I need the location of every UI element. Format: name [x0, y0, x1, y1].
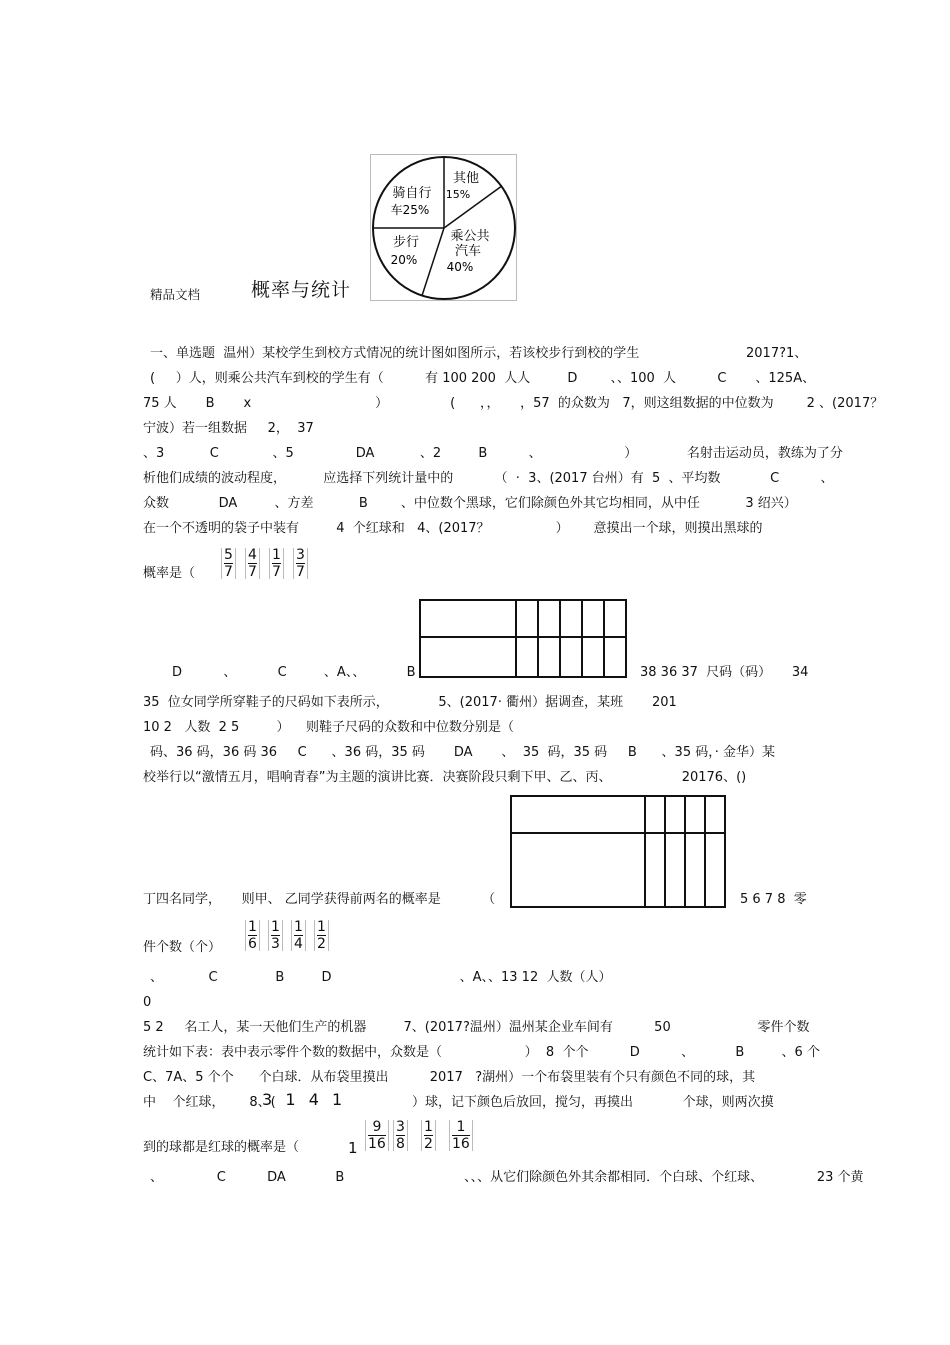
line-17: 、 C B D 、A、、13 12 人数（人） — [150, 970, 612, 985]
fraction — [421, 1120, 436, 1151]
line-23: 到的球都是红球的概率是（ — [143, 1140, 300, 1155]
fraction-numerator: 1 — [248, 919, 257, 935]
fraction-denominator: 6 — [248, 936, 257, 952]
fraction-denominator: 2 — [317, 936, 326, 952]
pie-label-bus-2: 汽车 — [454, 244, 482, 259]
fraction — [449, 1120, 473, 1151]
line-1a: 一、单选题 温州）某校学生到校方式情况的统计图如图所示，若该校步行到校的学生 — [150, 346, 640, 361]
table-col-divider — [644, 795, 646, 908]
pie-label-bus-3: 40% — [446, 260, 474, 274]
fraction — [291, 920, 306, 951]
table-col-divider — [559, 599, 561, 678]
fraction-numerator: 1 — [456, 1119, 466, 1135]
fraction-denominator: 7 — [224, 564, 233, 580]
q8-stray-digit: 1 — [348, 1139, 358, 1157]
table-col-divider — [515, 599, 517, 678]
fraction-numerator: 9 — [372, 1119, 382, 1135]
table-col-divider — [704, 795, 706, 908]
line-18: 0 — [143, 995, 152, 1010]
table-col-divider — [684, 795, 686, 908]
table-row-divider — [419, 636, 627, 638]
line-10: D 、 C 、A、、 B — [172, 665, 416, 680]
line-8: 在一个不透明的袋子中装有 4 个红球和 4、(2017？ ） 意摸出一个球，则摸出黑球的 — [143, 521, 763, 536]
table-col-divider — [603, 599, 605, 678]
line-7: 众数 DA 、方差 B 、中位数个黑球，它们除颜色外其它均相同，从中任 3 绍兴） — [143, 496, 797, 511]
fraction-denominator: 3 — [271, 936, 280, 952]
fraction-numerator: 1 — [424, 1119, 433, 1135]
line-19: 5 2 名工人，某一天他们生产的机器 7、(2017?温州）温州某企业车间有 50 零件个数 — [143, 1020, 810, 1035]
line-1b: 2017?1、 — [746, 346, 808, 361]
page-title: 概率与统计 — [251, 279, 352, 301]
fraction — [314, 920, 329, 951]
table-col-divider — [664, 795, 666, 908]
line-12: 10 2 人数 2 5 ） 则鞋子尺码的众数和中位数分别是（ — [143, 720, 515, 735]
pie-label-walk-1: 步行 — [392, 235, 420, 250]
fraction — [365, 1120, 389, 1151]
fraction — [245, 548, 260, 579]
line-3: 75 人 B x ） ( ，， ，57 的众数为 7，则这组数据的中位数为 2 、(2017？ — [143, 396, 884, 411]
fraction-numerator: 4 — [248, 547, 257, 563]
fraction-denominator: 4 — [294, 936, 303, 952]
fraction-numerator: 3 — [296, 547, 305, 563]
pie-label-other-1: 其他 — [452, 171, 480, 186]
line-22b: ）球，记下颜色后放回，搅匀，再摸出 个球，则两次摸 — [412, 1095, 774, 1110]
line-4: 宁波）若一组数据 2， 37 — [143, 421, 314, 436]
line-20: 统计如下表：表中表示零件个数的数据中，众数是（ ） 8 个个 D 、 B 、6 个 — [143, 1045, 820, 1060]
parts-count-table — [510, 795, 726, 908]
fraction — [221, 548, 236, 579]
fraction — [393, 1120, 408, 1151]
fraction-denominator: 16 — [368, 1136, 386, 1152]
doc-label: 精品文档 — [150, 287, 201, 302]
table-col-divider — [537, 599, 539, 678]
pie-label-bike-2: 车25% — [390, 203, 430, 217]
fraction-numerator: 5 — [224, 547, 233, 563]
pie-label-bus-1: 乘公共 — [450, 229, 490, 244]
fraction-denominator: 7 — [296, 564, 305, 580]
fraction — [293, 548, 308, 579]
fraction-denominator: 7 — [272, 564, 281, 580]
line-5: 、3 C 、5 DA 、2 B 、 ） 名射击运动员，教练为了分 — [143, 446, 843, 461]
line-10r: 38 36 37 尺码（码） 34 — [640, 665, 809, 680]
line-24: 、 C DA B 、、、从它们除颜色外其余都相同．个白球、个红球、 23 个黄 — [150, 1170, 864, 1185]
pie-label-walk-2: 20% — [390, 253, 418, 267]
fraction-numerator: 1 — [272, 547, 281, 563]
fraction-numerator: 1 — [294, 919, 303, 935]
line-15r: 5 6 7 8 零 — [740, 892, 807, 907]
line-6: 析他们成绩的波动程度， 应选择下列统计量中的 （ · 3、(2017 台州）有 5 、平均数 C 、 — [143, 471, 834, 486]
table-col-divider — [581, 599, 583, 678]
line-16: 件个数（个） — [143, 940, 222, 955]
fraction — [268, 920, 283, 951]
fraction-numerator: 1 — [271, 919, 280, 935]
line-9: 概率是（ — [143, 566, 196, 581]
fraction — [269, 548, 284, 579]
fraction-denominator: 7 — [248, 564, 257, 580]
line-2: ( ）人，则乘公共汽车到校的学生有（ 有 100 200 人人 D 、、100 人 C 、125A、 — [150, 371, 816, 386]
q8-digits: 3 1 4 1 — [262, 1090, 344, 1109]
line-15: 丁四名同学， 则甲、 乙同学获得前两名的概率是 （ — [143, 892, 496, 907]
line-21: C、7A、5 个个 个白球．从布袋里摸出 2017 ?湖州）一个布袋里装有个只有颜色不同的球，其 — [143, 1070, 756, 1085]
pie-label-other-2: 15% — [445, 188, 471, 201]
line-11: 35 位女同学所穿鞋子的尺码如下表所示， 5、(2017· 衢州）据调查，某班 201 — [143, 695, 677, 710]
fraction — [245, 920, 260, 951]
shoe-size-table — [419, 599, 627, 678]
pie-chart — [370, 154, 518, 302]
table-row-divider — [510, 832, 726, 834]
line-13: 码、36 码，36 码 36 C 、36 码，35 码 DA 、 35 码，35 码 B 、35 码，· 金华）某 — [150, 745, 775, 760]
line-22a: 中 个红球， 8、( — [143, 1095, 276, 1110]
line-14: 校举行以“激情五月，唱响青春”为主题的演讲比赛．决赛阶段只剩下甲、乙、丙、 20176、() — [143, 770, 747, 785]
pie-label-bike-1: 骑自行 — [392, 186, 432, 201]
fraction-numerator: 3 — [396, 1119, 405, 1135]
fraction-numerator: 1 — [317, 919, 326, 935]
fraction-denominator: 2 — [424, 1136, 433, 1152]
fraction-denominator: 16 — [452, 1136, 470, 1152]
fraction-denominator: 8 — [396, 1136, 405, 1152]
